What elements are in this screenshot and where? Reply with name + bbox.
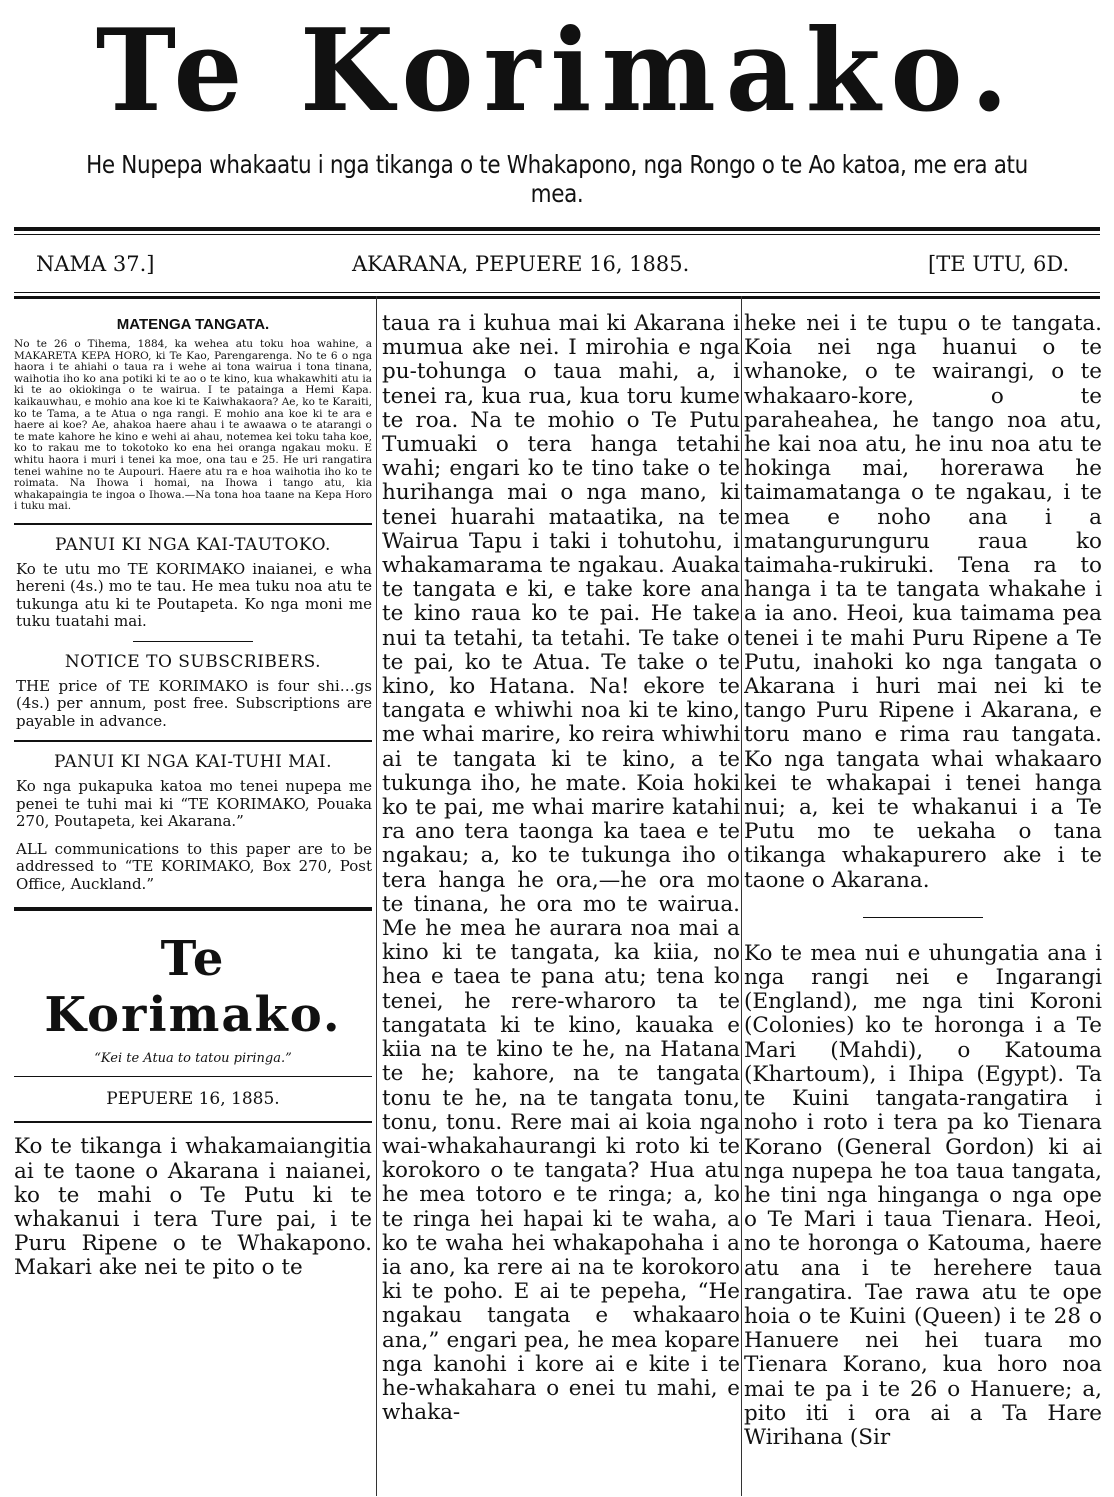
communications-text: ALL communications to this paper are to be addressed to “TE KORIMAKO, Box 270, Post Office, Auckland.” (16, 839, 372, 893)
price: [TE UTU, 6D. (928, 252, 1070, 276)
divider-thin (14, 1076, 372, 1077)
divider (14, 740, 372, 742)
masthead (0, 0, 1114, 208)
news-text: Ko te mea nui e uhungatia ana i nga rangi nei e Ingarangi (England), me nga tini Koroni (Colonies) ko te horonga i a Te Mari (Mahdi), o Katouma (Khartoum), i Ihipa (Egypt). Ta te Kuini tangata-rangatira i noho i roto i tera pa ko Tienara Korano (General Gordon) ki ai nga nupepa he toa taua tangata, he tini nga hinganga o nga ope o Te Mari i taua Tienara. Heoi, no te horonga o Katouma, haere atu ana i te herehere taua rangatira. Tae rawa atu te ope hoia o te Kuini (Queen) i te 28 o Hanuere nei hei tuara mo Tienara Korano, kua horo noa mai te pa i te 26 o Hanuere; a, pito iti i ora ai a Ta Hare Wirihana (Sir (744, 940, 1102, 1450)
divider (14, 1121, 372, 1123)
panui1-heading: PANUI KI NGA KAI-TAUTOKO. (55, 534, 331, 555)
notice-heading: NOTICE TO SUBSCRIBERS. (64, 651, 322, 672)
divider-thick (14, 907, 372, 911)
dateline-rule-thick (14, 296, 1100, 299)
issue-number: NAMA 37.] (36, 252, 155, 276)
divider (14, 523, 372, 525)
dateline (0, 252, 1114, 292)
motto: “Kei te Atua to tatou piringa.” (94, 1051, 292, 1067)
place-date: AKARANA, PEPUERE 16, 1885. (352, 252, 690, 276)
obituary-heading: MATENGA TANGATA. (116, 316, 270, 333)
short-divider (863, 917, 983, 918)
column-1 (14, 306, 372, 1496)
article-text-continued: taua ra i kuhua mai ki Akarana i mumua ake nei. I mirohia e nga pu-tohunga o taua mahi, a, i tenei ra, kua rua, kua toru kume te roa. Na te mohio o Te Putu Tumuaki o tera hanga tetahi wahi; engari ko te tino take o te hurihanga mai o nga mano, ki tenei huarahi mataatika, na te Wairua Tapu i taki i tohutohu, i whakamarama te ngakau. Auaka te tangata e ki, e take kore ana te kino raua ko te pai. He take nui ta tetahi, ta tetahi. Te take o te pai, ko te Atua. Te take o te kino, ko Hatana. Na! ekore te tangata e whiwhi noa ki te kino, me whai marire, ko reira whiwhi ai te tangata ki te kino, a te tukunga iho, he mate. Koia hoki ko te pai, me whai marire katahi ra ano tera taonga ka taea e te ngakau; a, ko te tukunga iho o tera hanga he ora,—he ora mo te tinana, he ora mo te wairua. Me he mea he aurara noa mai a kino ki te tangata, ka kiia, no hea e taea te pana atu; tena ko tenei, he rere-wharoro ta te tangatata ki te kino, kauaka e kiia na te kino te he, na Hatana te he; kahore, na te tangata tonu te he, na te tangata tonu, tonu, tonu. Rere mai ai koia nga wai-whakahaurangi ki roto ki te korokoro o te tangata? Hua atu he mea totoro e te ringa; a, ko te ringa hei hapai ki te waha, a ko te waha hei whakapohaha i a ia ano, ka rere ai na te korokoro ki te poho. E ai te pepeha, “He ngakau tangata e whakaaro ana,” engari pea, he mea kopare nga kanohi i kore ai e kite i te he-whakahara o enei tu mahi, e whaka- (382, 311, 740, 1426)
editorial-title: Te Korimako. (44, 931, 342, 1044)
notice-text: THE price of TE KORIMAKO is four shi…gs (4s.) per annum, post free. Subscriptions are payable in advance. (16, 676, 372, 730)
editorial-text: Ko te tikanga i whakamaiangitia ai te taone o Akarana i naianei, ko te mahi o Te Putu ki te whakanui i tera Ture pai, i te Puru Ripene o te Whakapono. Makari ake nei te pito o te (14, 1134, 372, 1281)
obituary-text: No te 26 o Tihema, 1884, ka wehea atu toku hoa wahine, a MAKARETA KEPA HORO, ki Te Kao, Parengarenga. No te 6 o nga haora i te ahiahi o taua ra i wehe ai tona wairua i tona tinana, waihotia iho ko ana potiki ki te ao o te kino, kua whakawhiti atu ia ki te ao okiokinga o te wairua. I te pataingа a Hemi Kapa. kaikauwhau, e mohio ana koe ki te Kaiwhakaora? Ae, ko te Karaiti, ko te Tama, a te Atua o nga rangi. E mohio ana koe ki te ara e haere ai koe? Ae, ahakoa haere ahau i te awaawa o te atarangi o te mate kahore he kino e wehi ai ahau, notemea kei toku taha koe, ko to rakau me to tokotoko ko ena hei oranga ngakau moku. E whitu haora i muri i tenei ka moe, ona tau e 25. He uri rangatira tenei wahine no te Aupouri. Haere atu ra e hoa waihotia iho ko te roimata. Na Ihowa i homai, na Ihowa i tango atu, kia whakapaingia te ingoa o Ihowa.—Na tona hoa taane na Kepa Horo i tuku mai. (14, 338, 372, 513)
newspaper-subtitle: He Nupepa whakaatu i nga tikanga o te Whakapono, nga Rongo o te Ao katoa, me era atu mea. (86, 150, 1028, 208)
column-3 (744, 306, 1102, 1496)
top-rule-thin (14, 234, 1100, 235)
panui2-heading: PANUI KI NGA KAI-TUHI MAI. (54, 752, 332, 773)
short-divider (133, 641, 253, 642)
column-divider-1 (376, 296, 377, 1496)
top-rule-thick (14, 227, 1100, 231)
column-2 (382, 306, 740, 1496)
newspaper-title: Te Korimako. (95, 4, 1019, 138)
column-divider-2 (741, 296, 742, 1496)
article-text-end: heke nei i te tupu o te tangata. Koia nei nga huanui o te whanoke, o te wairangi, o te whakaaro-kore, o te paraheahea, he tango noa atu, he kai noa atu, he inu noa atu te hokinga mai, horerawa he taimamatanga o te ngakau, i te mea e noho ana i a matangurunguru raua ko taimaha-rukiruki. Tena ra to hanga i ta te tangata whakahe i a ia ano. Heoi, kua taimama pea tenei i te mahi Puru Ripene a Te Putu, inahoki ko nga tangata o Akarana i huri mai nei ki te tango Puru Ripene i Akarana, e toru mano e rima rau tangata. Ko nga tangata whai whakaaro kei te whakapai i tenei hanga nui; a, kei te whakanui i a Te Putu mo te uekaha o tana tikanga whakapurero ake i te taone o Akarana. (744, 311, 1102, 893)
panui2-text: Ko nga pukapuka katoa mo tenei nupepa me penei te tuhi mai ki “TE KORIMAKO, Pouaka 270, Poutapeta, kei Akarana.” (16, 777, 372, 831)
editorial-date: PEPUERE 16, 1885. (106, 1089, 280, 1110)
panui1-text: Ko te utu mo TE KORIMAKO inaianei, e wha hereni (4s.) mo te tau. He mea tuku noa atu te tukunga atu ki te Poutapeta. Ko nga moni me tuku tuatahi mai. (16, 559, 372, 631)
dateline-rule-thin (14, 292, 1100, 293)
